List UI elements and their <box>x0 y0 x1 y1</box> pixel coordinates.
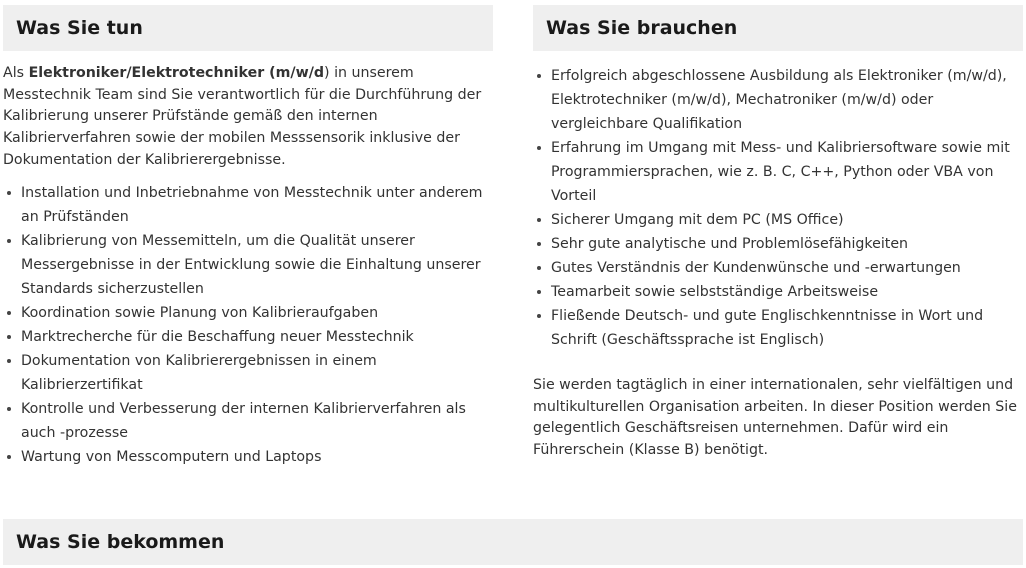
intro-text: ) in unserem Messtechnik Team sind Sie verantwortlich für die Durchführung der Kalibrierung unserer Prüfstände gemäß den internen Kalibrierverfahren sowie der mobilen Messsensorik inklusive der Dokumentation der Kalibrierergebnisse. <box>3 65 482 168</box>
list-item: Koordination sowie Planung von Kalibrieraufgaben <box>3 301 495 325</box>
list-item: Kontrolle und Verbesserung der internen Kalibrierverfahren als auch -prozesse <box>3 397 495 445</box>
list-item: Marktrecherche für die Beschaffung neuer Messtechnik <box>3 325 495 349</box>
list-item: Installation und Inbetriebnahme von Messtechnik unter anderem an Prüfständen <box>3 181 495 229</box>
list-item: Gutes Verständnis der Kundenwünsche und -erwartungen <box>533 256 1025 280</box>
list-item: Sehr gute analytische und Problemlösefähigkeiten <box>533 232 1025 256</box>
list-item: Fließende Deutsch- und gute Englischkenntnisse in Wort und Schrift (Geschäftssprache ist Englisch) <box>533 304 1025 352</box>
section-header-was-sie-brauchen <box>533 5 1023 51</box>
tasks-list <box>3 181 495 469</box>
list-item: Erfolgreich abgeschlossene Ausbildung als Elektroniker (m/w/d), Elektrotechniker (m/w/d), Mechatroniker (m/w/d) oder vergleichbare Qualifikation <box>533 64 1025 136</box>
intro-prefix: Als <box>3 65 29 81</box>
section-title: Was Sie tun <box>16 17 143 39</box>
tasks-column <box>3 63 495 469</box>
list-item: Sicherer Umgang mit dem PC (MS Office) <box>533 208 1025 232</box>
list-item: Kalibrierung von Messemitteln, um die Qualität unserer Messergebnisse in der Entwicklung sowie die Einhaltung unserer Standards sicherzustellen <box>3 229 495 301</box>
section-title: Was Sie brauchen <box>546 17 738 39</box>
list-item: Teamarbeit sowie selbstständige Arbeitsweise <box>533 280 1025 304</box>
list-item: Wartung von Messcomputern und Laptops <box>3 445 495 469</box>
section-title: Was Sie bekommen <box>16 531 225 553</box>
requirements-outro: Sie werden tagtäglich in einer internationalen, sehr vielfältigen und multikulturellen Organisation arbeiten. In dieser Position werden Sie gelegentlich Geschäftsreisen unternehmen. Dafür wird ein Führerschein (Klasse B) benötigt. <box>533 377 1017 458</box>
requirements-list <box>533 64 1025 352</box>
section-header-was-sie-tun <box>3 5 493 51</box>
job-title: Elektroniker/Elektrotechniker (m/w/d <box>28 65 325 81</box>
tasks-intro <box>3 63 495 172</box>
section-header-was-sie-bekommen <box>3 519 1023 565</box>
list-item: Dokumentation von Kalibrierergebnissen in einem Kalibrierzertifikat <box>3 349 495 397</box>
list-item: Erfahrung im Umgang mit Mess- und Kalibriersoftware sowie mit Programmiersprachen, wie z. B. C, C++, Python oder VBA von Vorteil <box>533 136 1025 208</box>
requirements-column <box>533 63 1025 461</box>
